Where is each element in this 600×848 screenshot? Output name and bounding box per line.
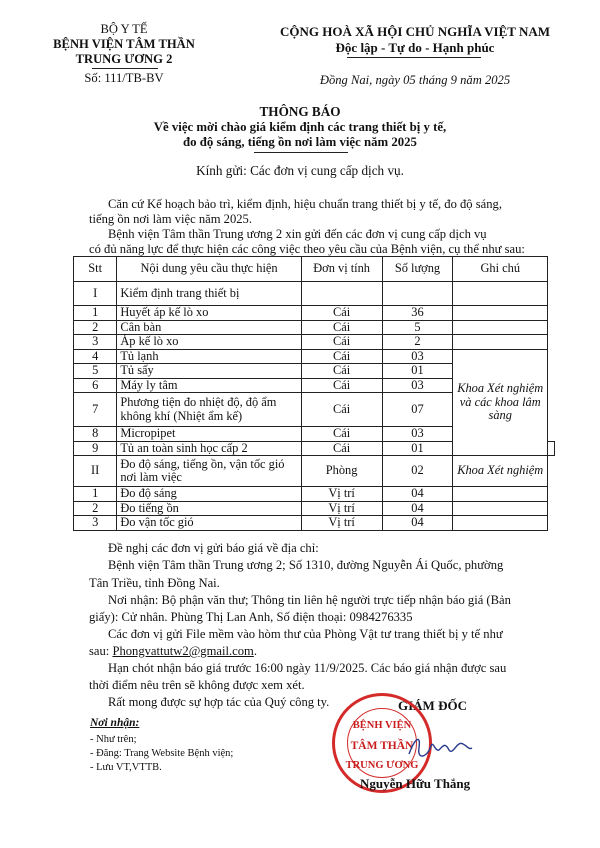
row-item-name: Micropipet [117,427,301,442]
receiver-line1: Nơi nhận: Bộ phận văn thư; Thông tin liên hệ người trực tiếp nhận báo giá (Bản [108,593,511,607]
request-line: Đề nghị các đơn vị gửi báo giá về địa chỉ: [108,541,319,555]
row-quantity: 03 [382,378,453,393]
row-unit: Vị trí [301,501,382,516]
seal-text-line2: TÂM THẦN [350,740,414,752]
row-item-name: Đo tiếng ồn [117,501,301,516]
row-item-name: Phương tiện đo nhiệt độ, độ ẩm không khí (Nhiệt ẩm kế) [117,393,301,427]
row-item-name: Đo vận tốc gió [117,516,301,531]
row-number: 5 [74,364,117,379]
row-quantity: 07 [382,393,453,427]
header-underline-right [347,57,481,58]
row-unit: Cái [301,335,382,350]
row-number: 8 [74,427,117,442]
row-unit: Cái [301,320,382,335]
table-row [74,320,555,335]
seal-text-line3: TRUNG ƯƠNG [345,760,419,771]
intro-p2-line1: Bệnh viện Tâm thần Trung ương 2 xin gửi đến các đơn vị cung cấp dịch vụ [108,227,487,241]
row-quantity: 01 [382,364,453,379]
row-quantity: 5 [382,320,453,335]
address-line1: Bệnh viện Tâm thần Trung ương 2; Số 1310, đường Nguyễn Ái Quốc, phường [108,558,504,572]
table-row [74,516,555,531]
row-number: 3 [74,335,117,350]
row-item-name: Tủ an toàn sinh học cấp 2 [117,441,301,456]
signer-name: Nguyễn Hữu Thắng [360,776,471,791]
row-number: 4 [74,349,117,364]
intro-p2-line2: có đủ năng lực để thực hiện các công việc theo yêu cầu của Bệnh viện, cụ thể như sau: [89,242,525,256]
intro-p1-line1: Căn cứ Kế hoạch bảo trì, kiểm định, hiệu chuẩn trang thiết bị y tế, đo độ sáng, [108,197,502,211]
recipient-line: Kính gửi: Các đơn vị cung cấp dịch vụ. [196,163,404,178]
row-item-name: Tủ lạnh [117,349,301,364]
row-item-name: Tủ sấy [117,364,301,379]
document-number: Số: 111/TB-BV [84,71,164,85]
table-row [74,306,555,321]
file-line2 [89,643,257,660]
row-unit: Cái [301,427,382,442]
table-row [74,349,555,364]
notice-heading: THÔNG BÁO [259,104,341,119]
table-row [74,487,555,502]
row-item-name: Máy ly tâm [117,378,301,393]
row-item-name: Đo độ sáng [117,487,301,502]
section-number: I [74,282,117,306]
col-header-unit: Đơn vị tính [301,257,382,282]
row-number: 3 [74,516,117,531]
section-title: Kiểm định trang thiết bị [117,282,301,306]
row-unit: Vị trí [301,487,382,502]
deadline-line2: thời điểm nêu trên sẽ không được xem xét. [89,678,305,692]
distribution-title: Nơi nhận: [90,717,140,729]
row-number: 2 [74,320,117,335]
file-line1: Các đơn vị gửi File mềm vào hòm thư của Phòng Vật tư trang thiết bị y tế như [108,627,503,641]
row-unit: Cái [301,349,382,364]
row-number: 9 [74,441,117,456]
row-unit: Vị trí [301,516,382,531]
row-quantity: 04 [382,516,453,531]
intro-p1-line2: tiếng ồn nơi làm việc năm 2025. [89,212,252,226]
national-motto: Độc lập - Tự do - Hạnh phúc [335,40,495,55]
col-header-content: Nội dung yêu cầu thực hiện [117,257,301,282]
address-line2: Tân Triều, tỉnh Đồng Nai. [89,576,220,590]
col-header-note: Ghi chú [453,257,548,282]
hospital-name-line1: BỆNH VIỆN TÂM THẦN [53,37,195,51]
table-row [74,335,555,350]
thanks-line: Rất mong được sự hợp tác của Quý công ty. [108,695,330,709]
section1-note: Khoa Xét nghiệm và các khoa lâm sàng [453,349,548,456]
receiver-line2: giấy): Cử nhân. Phùng Thị Lan Anh, Số điện thoại: 0984276335 [89,610,413,624]
ministry-name: BỘ Y TẾ [100,22,148,36]
distribution-item: - Đăng: Trang Website Bệnh viện; [90,748,234,759]
row-quantity: 04 [382,487,453,502]
file-line2-suffix: . [253,644,257,658]
row-item-name: Huyết áp kế lò xo [117,306,301,321]
col-header-stt: Stt [74,257,117,282]
table-row [74,501,555,516]
distribution-list [90,733,233,775]
row-quantity: 03 [382,427,453,442]
signer-role: GIÁM ĐỐC [398,698,467,713]
row-unit: Cái [301,378,382,393]
national-title: CỘNG HOÀ XÃ HỘI CHỦ NGHĨA VIỆT NAM [279,24,551,39]
row-number: 2 [74,501,117,516]
row-unit: Cái [301,364,382,379]
row-unit: Cái [301,441,382,456]
row-unit: Cái [301,393,382,427]
row-item-name: Cân bàn [117,320,301,335]
row-number: 1 [74,306,117,321]
seal-text-line1: BỆNH VIỆN [352,720,412,731]
header-underline-left [92,68,158,69]
col-header-quantity: Số lượng [382,257,453,282]
section-number: II [74,456,117,487]
row-quantity: 04 [382,501,453,516]
notice-subject-line2: đo độ sáng, tiếng ồn nơi làm việc năm 2025 [183,135,417,149]
section-unit: Phòng [301,456,382,487]
row-quantity: 03 [382,349,453,364]
distribution-item: - Như trên; [90,734,137,745]
row-number: 7 [74,393,117,427]
section-row [74,282,555,306]
place-and-date: Đồng Nai, ngày 05 tháng 9 năm 2025 [319,73,511,87]
section-quantity: 02 [382,456,453,487]
notice-subject-line1: Về việc mời chào giá kiểm định các trang thiết bị y tế, [153,120,447,134]
row-unit: Cái [301,306,382,321]
section-row [74,456,555,487]
title-underline [254,152,348,153]
work-items-table [73,256,555,531]
row-number: 1 [74,487,117,502]
row-quantity: 36 [382,306,453,321]
row-quantity: 2 [382,335,453,350]
row-number: 6 [74,378,117,393]
row-item-name: Áp kế lò xo [117,335,301,350]
section2-note: Khoa Xét nghiệm [453,456,548,487]
deadline-line1: Hạn chót nhận báo giá trước 16:00 ngày 11/9/2025. Các báo giá nhận được sau [108,661,507,675]
hospital-name-line2: TRUNG ƯƠNG 2 [75,52,173,66]
table-header-row [74,257,555,282]
handwritten-signature [405,728,475,768]
distribution-item: - Lưu VT,VTTB. [90,762,162,773]
section-title: Đo độ sáng, tiếng ồn, vận tốc gió nơi làm việc [117,456,301,487]
file-line2-prefix: sau: [89,644,113,658]
email-link[interactable]: Phongvattutw2@gmail.com [112,644,254,658]
row-quantity: 01 [382,441,453,456]
